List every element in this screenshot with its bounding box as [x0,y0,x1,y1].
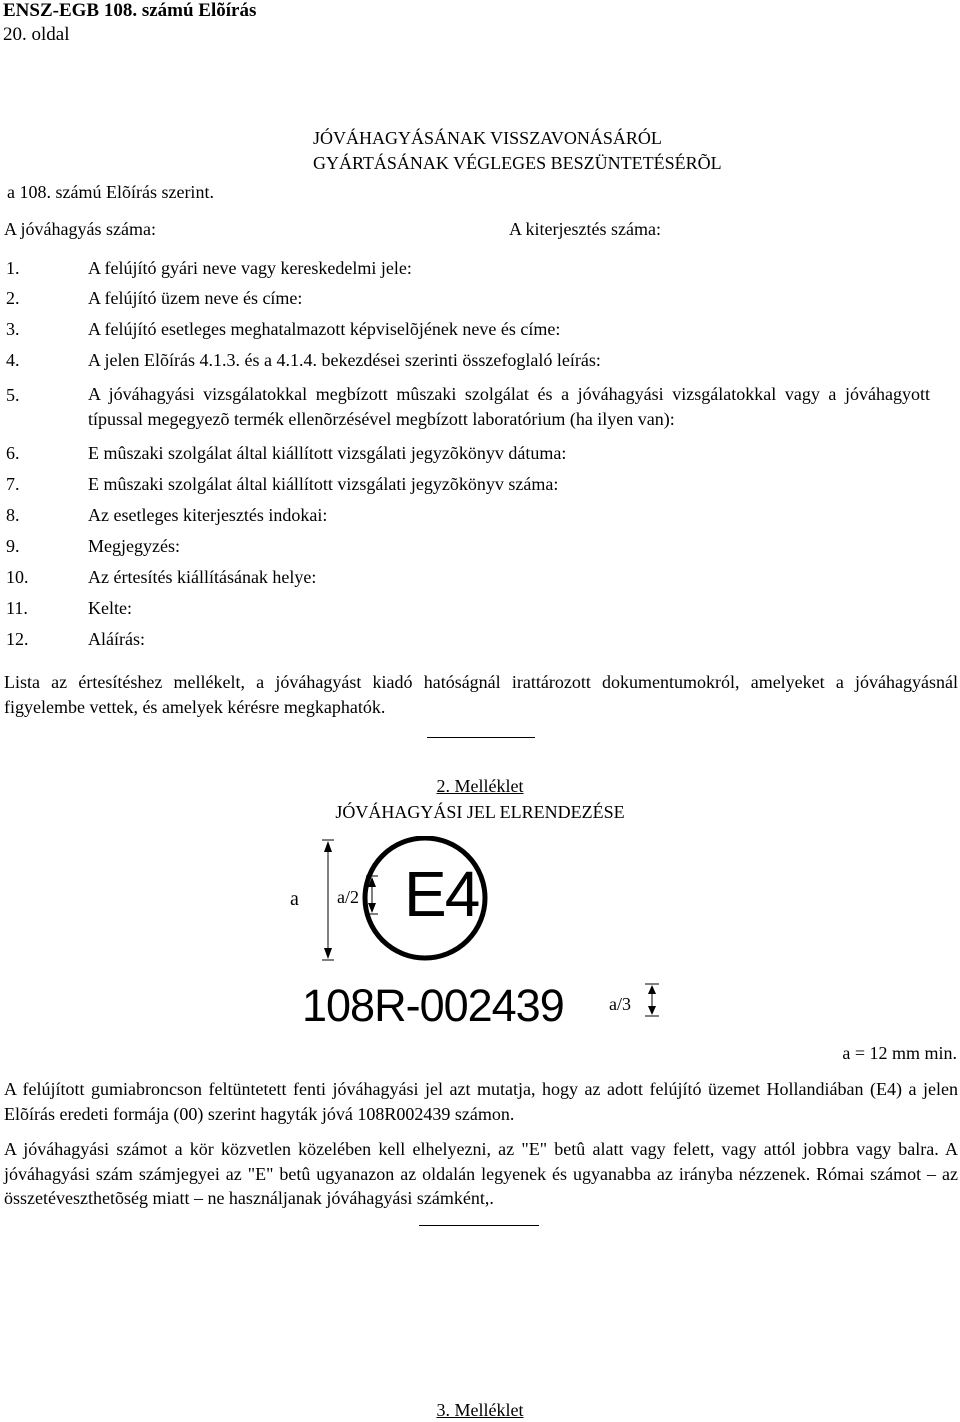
item-text: Aláírás: [88,629,145,649]
approval-number-mark: 108R-002439 [302,980,564,1031]
page-number: 20. oldal [3,24,70,45]
country-code-e4: E4 [404,858,479,930]
item-number: 12. [6,629,29,649]
dimension-a3-arrow [645,984,659,1016]
regulation-reference: a 108. számú Elõírás szerint. [7,182,214,202]
item-number: 3. [6,319,20,339]
separator-line [427,737,535,738]
annex-3-label-row [0,1398,960,1422]
dimension-a-label: a [290,888,299,910]
item-number: 8. [6,505,20,525]
item-text: Az értesítés kiállításának helye: [88,567,317,587]
item-text: Kelte: [88,598,132,618]
section-heading-line1: JÓVÁHAGYÁSÁNAK VISSZAVONÁSÁRÓL [313,128,662,148]
item-text: E mûszaki szolgálat által kiállított vizsgálati jegyzõkönyv dátuma: [88,443,567,463]
separator-line [419,1225,539,1226]
item-text: Az esetleges kiterjesztés indokai: [88,505,328,525]
item-text: A felújító esetleges meghatalmazott képviselõjének neve és címe: [88,319,561,339]
dimension-a3-label: a/3 [609,994,631,1014]
extension-number-label: A kiterjesztés száma: [509,219,661,239]
annex-2-label: 2. Melléklet [436,776,524,796]
annex-3-label: 3. Melléklet [436,1400,524,1420]
item-text: E mûszaki szolgálat által kiállított vizsgálati jegyzõkönyv száma: [88,474,559,494]
item-text: Megjegyzés: [88,536,180,556]
item-text: A felújító üzem neve és címe: [88,288,303,308]
item-text: A felújító gyári neve vagy kereskedelmi jele: [88,258,412,278]
item-number: 4. [6,350,20,370]
item-number: 7. [6,474,20,494]
approval-number-label: A jóváhagyás száma: [4,219,156,239]
document-title: ENSZ-EGB 108. számú Elõírás [3,0,257,21]
item-number: 10. [6,567,29,587]
explanation-paragraph-2: A jóváhagyási számot a kör közvetlen közelében kell elhelyezni, az "E" betû alatt vagy felett, vagy attól jobbra vagy balra. A jóváhagyási szám számjegyei az "E" betû ugyanazon az oldalán legyenek és ugyanabba az irányba nézzenek. Római számot – az összetéveszthetõség miatt – ne használjanak jóváhagyási számként,. [4,1139,958,1208]
annex-2-title: JÓVÁHAGYÁSI JEL ELRENDEZÉSE [335,802,625,822]
item-number: 5. [6,385,20,405]
item-number: 1. [6,258,20,278]
dimension-a2-label: a/2 [337,887,359,907]
item-number: 9. [6,536,20,556]
dimension-a-arrow [322,840,334,960]
documents-list-paragraph: Lista az értesítéshez mellékelt, a jóváhagyást kiadó hatóságnál irattározott dokumentumokról, amelyeket a jóváhagyásnál figyelembe vettek, és amelyek kérésre megkaphatók. [4,672,958,717]
minimum-size-note: a = 12 mm min. [842,1043,957,1063]
item-text: A jelen Elõírás 4.1.3. és a 4.1.4. bekezdései szerinti összefoglaló leírás: [88,350,601,370]
item-number: 2. [6,288,20,308]
explanation-paragraph-1: A felújított gumiabroncson feltüntetett fenti jóváhagyási jel azt mutatja, hogy az adott felújító üzemet Hollandiában (E4) a jelen Elõírás eredeti formája (00) szerint hagyták jóvá 108R002439 számon. [4,1079,958,1124]
item-number: 11. [6,598,28,618]
section-heading-line2: GYÁRTÁSÁNAK VÉGLEGES BESZÜNTETÉSÉRÕL [313,153,722,173]
annex-2-label-row [0,774,960,798]
item-number: 6. [6,443,20,463]
item-text: A jóváhagyási vizsgálatokkal megbízott mûszaki szolgálat és a jóváhagyási vizsgálatokkal vagy a jóváhagyott típussal megegyezõ termék ellenõrzésével megbízott laboratórium (ha ilyen van): [88,384,930,429]
